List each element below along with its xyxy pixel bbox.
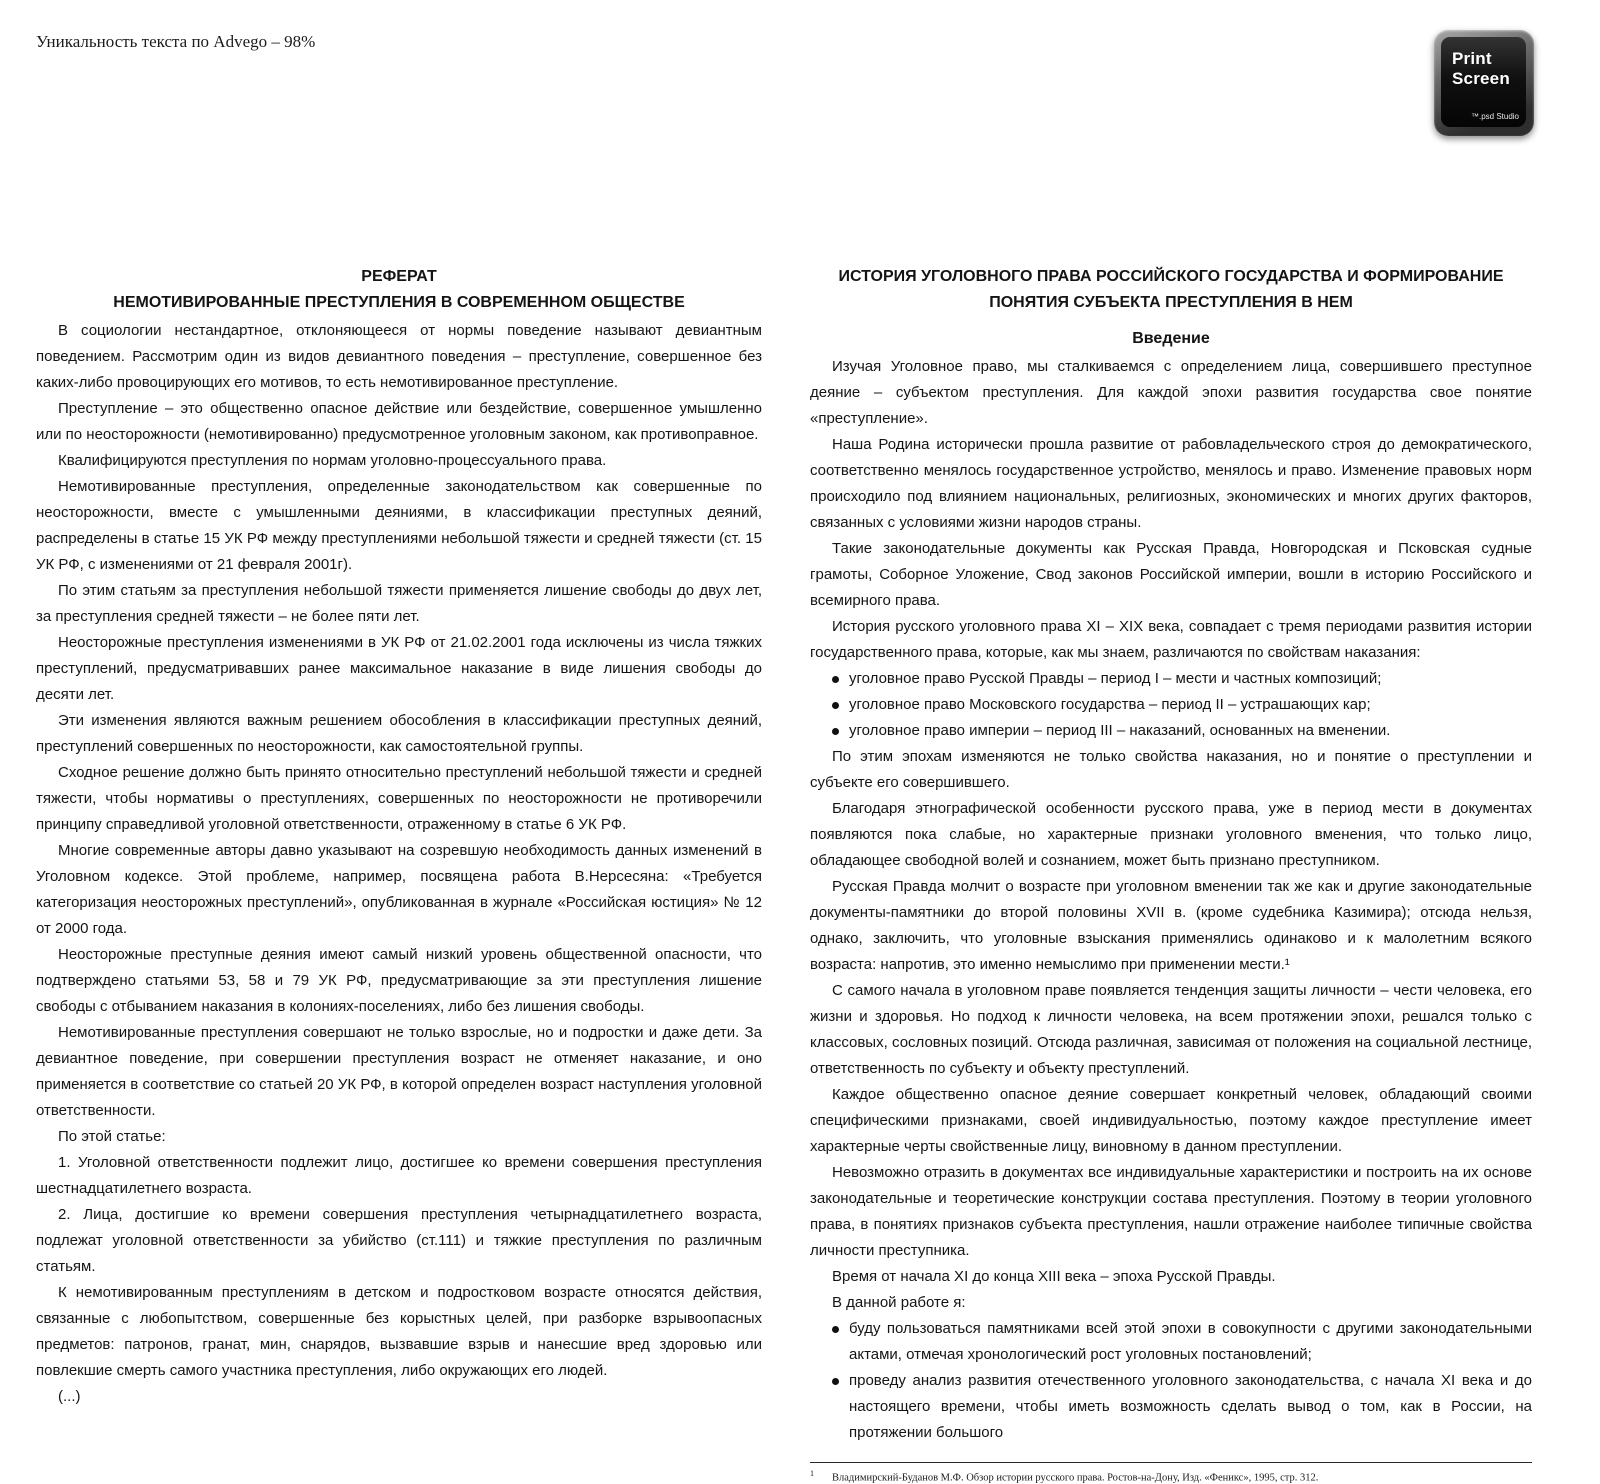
left-page-paragraph-14: К немотивированным преступлениям в детском и подростковом возрасте относятся действия, связанные с любопытством, совершенные без корыстных целей, при разборке взрывоопасных предметов: патронов, гранат, мин, снарядов, вызвавшие взрыв и нанесшие вред здоровью или повлекшие смерть самого участника преступления, либо окружающих его людей. (36, 1284, 762, 1379)
print-screen-label-line2: Screen (1452, 69, 1510, 88)
left-page-paragraph-4: По этим статьям за преступления небольшой тяжести применяется лишение свободы до двух лет, за преступления средней тяжести – не более пяти лет. (36, 582, 762, 625)
left-document-page (36, 264, 762, 1410)
right-page-paragraph-2: Такие законодательные документы как Русская Правда, Новгородская и Псковская судные грамоты, Соборное Уложение, Свод законов Российской империи, вошли в историю Российского и всемирного права. (810, 540, 1532, 609)
right-page-paragraph-7: По этим эпохам изменяются не только свойства наказания, но и понятие о преступлении и субъекте его совершившего. (810, 748, 1532, 791)
right-page-bullet-text-4: уголовное право Русской Правды – период I – мести и частных композиций; (849, 670, 1382, 687)
footnote-marker: 1 (810, 1469, 814, 1478)
right-page-bullet-item-16 (810, 1368, 1532, 1446)
right-page-bullet-item-5 (810, 692, 1532, 718)
right-page-paragraph-8: Благодаря этнографической особенности русского права, уже в период мести в документах появляются пока слабые, но характерные признаки уголовного вменения, что только лицо, обладающее свободной волей и сознанием, может быть признано преступником. (810, 800, 1532, 869)
right-page-paragraph-0: Изучая Уголовное право, мы сталкиваемся с определением лица, совершившего преступное деяние – субъектом преступления. Для каждой эпохи развития государства свое понятие «преступление». (810, 358, 1532, 427)
left-page-paragraph-7: Сходное решение должно быть принято относительно преступлений небольшой тяжести и средней тяжести, чтобы нормативы о преступлениях, совершенных по неосторожности не противоречили принципу справедливой уголовной ответственности, отраженному в статье 6 УК РФ. (36, 764, 762, 833)
right-page-paragraph-9: Русская Правда молчит о возрасте при уголовном вменении так же как и другие законодательные документы-памятники до второй половины XVII в. (кроме судебника Казимира); отсюда нельзя, однако, заключить, что уголовные взыскания применялись одинаково и к малолетним всякого возраста: напротив, это именно немыслимо при применении мести.¹ (810, 878, 1532, 973)
left-page-paragraph-0: В социологии нестандартное, отклоняющееся от нормы поведение называют девиантным поведением. Рассмотрим один из видов девиантного поведения – преступление, совершенное без каких-либо провоцирующих его мотивов, то есть немотивированное преступление. (36, 322, 762, 391)
print-screen-key-face (1441, 37, 1526, 127)
left-page-paragraph-10: Немотивированные преступления совершают не только взрослые, но и подростки и даже дети. За девиантное поведение, при совершении преступления возраст не отменяет наказание, и оно применяется в соответствие со статьей 20 УК РФ, в которой определен возраст наступления уголовной ответственности. (36, 1024, 762, 1119)
right-page-paragraph-1: Наша Родина исторически прошла развитие от рабовладельческого строя до демократического, соответственно менялось государственное устройство, менялось и право. Изменение правовых норм происходило под влиянием национальных, религиозных, экономических и многих других факторов, связанных с условиями жизни народов страны. (810, 436, 1532, 531)
right-page-bullet-text-16: проведу анализ развития отечественного уголовного законодательства, с начала XI века и до настоящего времени, чтобы иметь возможность сделать вывод о том, как в России, на протяжении большого (849, 1372, 1532, 1441)
bullet-icon (832, 1326, 839, 1333)
bullet-icon (832, 702, 839, 709)
footnote-text: Владимирский-Буданов М.Ф. Обзор истории русского права. Ростов-на-Дону, Изд. «Феникс», 1995, стр. 312. (832, 1472, 1319, 1484)
uniqueness-label: Уникальность текста по Advego – 98% (36, 32, 316, 51)
right-page-bullet-text-5: уголовное право Московского государства – период II – устрашающих кар; (849, 696, 1371, 713)
right-page-paragraph-12: Невозможно отразить в документах все индивидуальные характеристики и построить на их основе законодательные и теоретические конструкции состава преступления. Поэтому в теории уголовного права, в понятиях признаков субъекта преступления, нашли отражение наиболее типичные свойства личности преступника. (810, 1164, 1532, 1259)
left-page-title-line2: НЕМОТИВИРОВАННЫЕ ПРЕСТУПЛЕНИЯ В СОВРЕМЕННОМ ОБЩЕСТВЕ (113, 294, 685, 311)
left-page-paragraph-5: Неосторожные преступления изменениями в УК РФ от 21.02.2001 года исключены из числа тяжких преступлений, предусматривавших ранее максимальное наказание в виде лишения свободы до десяти лет. (36, 634, 762, 703)
right-page-paragraph-14: В данной работе я: (832, 1294, 966, 1311)
left-page-body (36, 318, 762, 1410)
right-page-paragraph-3: История русского уголовного права XI – XIX века, совпадает с тремя периодами развития истории государственного права, которые, как мы знаем, различаются по свойствам наказания: (810, 618, 1532, 661)
badge-subtitle: ™.psd Studio (1470, 112, 1519, 121)
footnote (810, 1462, 1532, 1484)
left-page-paragraph-3: Немотивированные преступления, определенные законодательством как совершенные по неосторожности, вместе с умышленными деяниями, в классификации преступных деяний, распределены в статье 15 УК РФ между преступлениями небольшой тяжести и средней тяжести (ст. 15 УК РФ, с изменениями от 21 февраля 2001г). (36, 478, 762, 573)
right-page-bullet-text-15: буду пользоваться памятниками всей этой эпохи в совокупности с другими законодательными актами, отмечая хронологический рост уголовных постановлений; (849, 1320, 1532, 1363)
left-page-paragraph-13: 2. Лица, достигшие ко времени совершения преступления четырнадцатилетнего возраста, подлежат уголовной ответственности за убийство (ст.111) и тяжкие преступления по различным статьям. (36, 1206, 762, 1275)
right-page-paragraph-10: С самого начала в уголовном праве появляется тенденция защиты личности – чести человека, его жизни и здоровья. Но подход к личности человека, на всем протяжении эпохи, решался только с классовых, сословных позиций. Отсюда различная, зависимая от положения на социальной лестнице, ответственность по субъекту и объекту преступлений. (810, 982, 1532, 1077)
left-page-paragraph-15: (...) (58, 1388, 81, 1405)
left-page-paragraph-11: По этой статье: (58, 1128, 166, 1145)
right-page-bullet-text-6: уголовное право империи – период III – наказаний, основанных на вменении. (849, 722, 1391, 739)
right-page-body (810, 354, 1532, 1446)
footnote-separator (810, 1462, 1532, 1463)
right-page-bullet-item-6 (810, 718, 1532, 744)
right-page-subtitle: Введение (1132, 330, 1210, 347)
right-page-bullet-item-15 (810, 1316, 1532, 1368)
left-page-paragraph-1: Преступление – это общественно опасное действие или бездействие, совершенное умышленно или по неосторожности (немотивированно) предусмотренное уголовным законом, как противоправное. (36, 400, 762, 443)
footnote-row (810, 1469, 1532, 1484)
right-page-title: ИСТОРИЯ УГОЛОВНОГО ПРАВА РОССИЙСКОГО ГОСУДАРСТВА И ФОРМИРОВАНИЕ ПОНЯТИЯ СУБЪЕКТА ПРЕСТУПЛЕНИЯ В НЕМ (838, 268, 1504, 311)
left-page-paragraph-2: Квалифицируются преступления по нормам уголовно-процессуального права. (58, 452, 607, 469)
left-page-paragraph-6: Эти изменения являются важным решением обособления в классификации преступных деяний, преступлений совершенных по неосторожности, как самостоятельной группы. (36, 712, 762, 755)
bullet-icon (832, 676, 839, 683)
right-document-page (810, 264, 1532, 1484)
right-page-bullet-item-4 (810, 666, 1532, 692)
print-screen-badge (1434, 30, 1534, 136)
print-screen-label-line1: Print (1452, 49, 1492, 68)
left-page-paragraph-9: Неосторожные преступные деяния имеют самый низкий уровень общественной опасности, что подтверждено статьями 53, 58 и 79 УК РФ, предусматривающие за эти преступления лишение свободы с отбыванием наказания в колониях-поселениях, либо без лишения свободы. (36, 946, 762, 1015)
right-page-paragraph-13: Время от начала XI до конца XIII века – эпоха Русской Правды. (832, 1268, 1276, 1285)
right-page-paragraph-11: Каждое общественно опасное деяние совершает конкретный человек, обладающий своими специфическими признаками, своей индивидуальностью, поэтому каждое преступление имеет характерные черты свойственные лицу, виновному в данном преступлении. (810, 1086, 1532, 1155)
left-page-paragraph-12: 1. Уголовной ответственности подлежит лицо, достигшее ко времени совершения преступления шестнадцатилетнего возраста. (36, 1154, 762, 1197)
bullet-icon (832, 1378, 839, 1385)
bullet-icon (832, 728, 839, 735)
left-page-title-line1: РЕФЕРАТ (361, 268, 437, 285)
left-page-paragraph-8: Многие современные авторы давно указывают на созревшую необходимость данных изменений в Уголовном кодексе. Этой проблеме, например, посвящена работа В.Нерсесяна: «Требуется категоризация неосторожных преступлений», опубликованная в журнале «Российская юстиция» № 12 от 2000 года. (36, 842, 762, 937)
